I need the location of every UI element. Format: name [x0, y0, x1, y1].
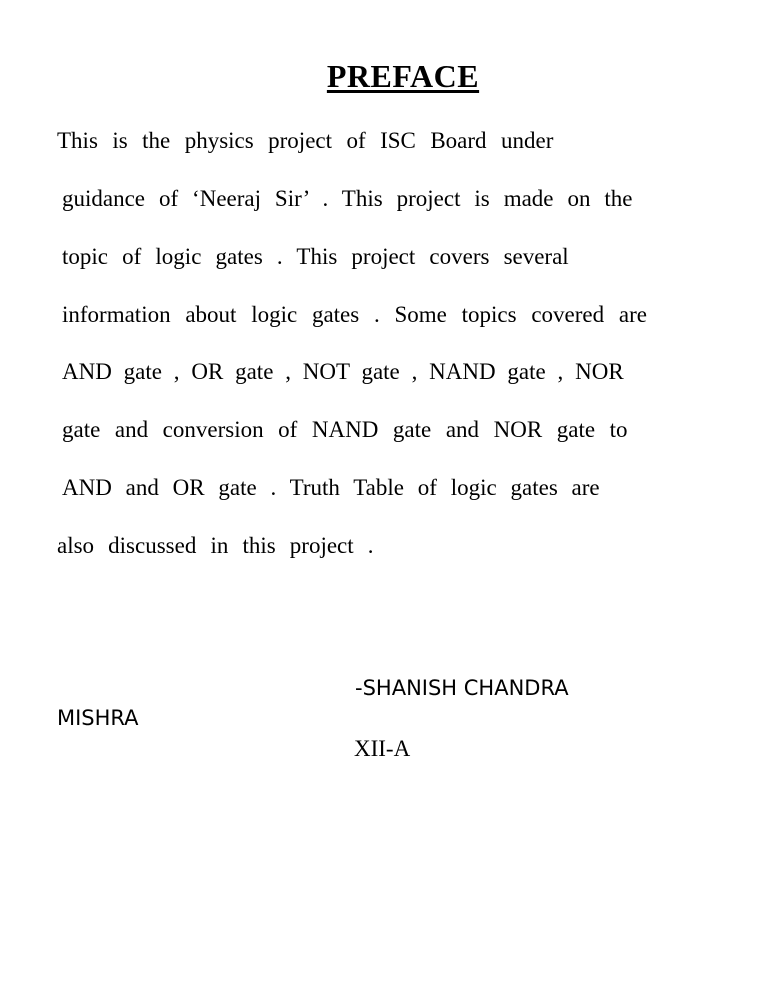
- signature-name: -SHANISH CHANDRA: [355, 676, 569, 700]
- body-line-2: guidance of ‘Neeraj Sir’ . This project is made on the: [62, 186, 633, 211]
- body-line-7: AND and OR gate . Truth Table of logic gates are: [62, 475, 600, 500]
- body-line-8: also discussed in this project .: [57, 533, 374, 558]
- body-line-5: AND gate , OR gate , NOT gate , NAND gate , NOR: [62, 359, 624, 384]
- body-line-6: gate and conversion of NAND gate and NOR gate to: [62, 417, 628, 442]
- body-line-3: topic of logic gates . This project covers several: [62, 244, 569, 269]
- page-title: PREFACE: [326, 58, 480, 94]
- signature-surname: MISHRA: [57, 706, 139, 730]
- body-line-4: information about logic gates . Some topics covered are: [62, 302, 647, 327]
- body-line-1: This is the physics project of ISC Board under: [57, 128, 554, 153]
- signature-class: XII-A: [354, 736, 411, 761]
